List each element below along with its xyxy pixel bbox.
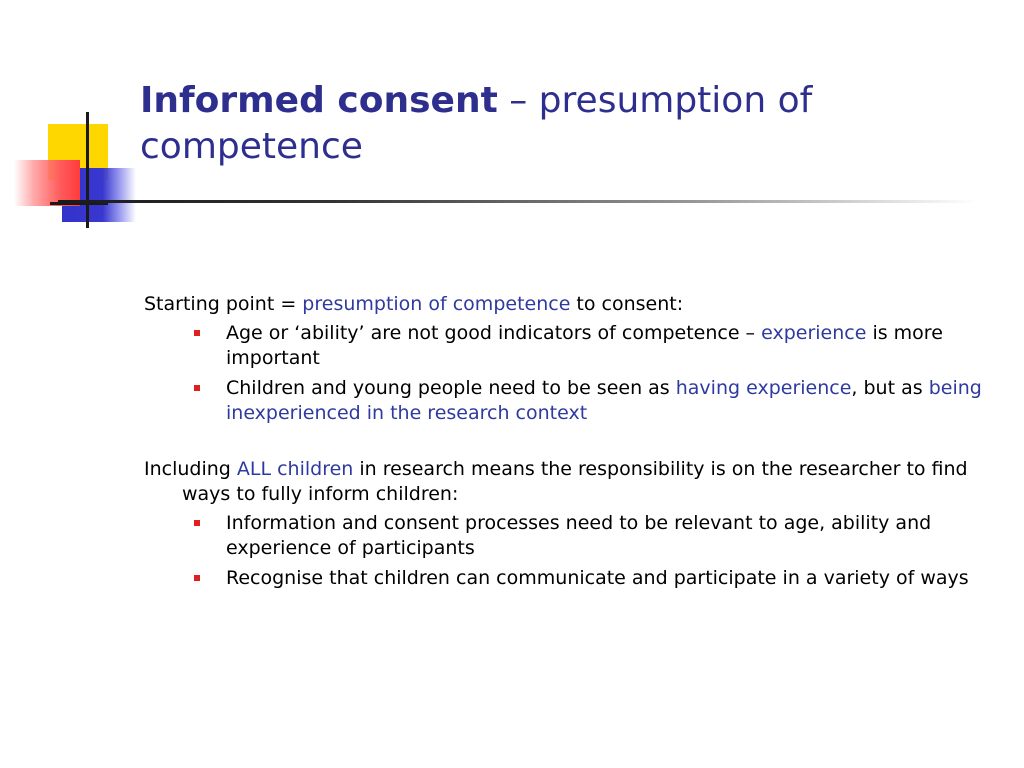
slide-body [144,292,994,596]
bullet-highlight: having experience [675,377,852,399]
title-divider [58,200,978,203]
bullet-text: Children and young people need to be seen as [226,377,676,399]
bullet-text: , but as [851,377,929,399]
section-intro [144,292,994,317]
square-bullet-icon [194,385,200,391]
intro-highlight: ALL children [236,458,354,480]
bullet-list [144,511,994,591]
bullet-item [226,511,994,561]
section-intro [144,457,994,507]
section-spacer [144,431,994,457]
logo-vertical-line [86,112,89,228]
bullet-text: Age or ‘ability’ are not good indicators of competence – [226,322,762,344]
bullet-list [144,321,994,426]
bullet-item [226,321,994,371]
intro-text: to consent: [570,293,684,315]
bullet-item [226,566,994,591]
slide-title-rest: – presumption of competence [140,80,813,167]
bullet-highlight: being inexperienced in the research context [226,377,982,424]
slide-title [140,78,1000,170]
bullet-text: Information and consent processes need to be relevant to age, ability and experience of participants [226,512,932,559]
square-bullet-icon [194,520,200,526]
square-bullet-icon [194,330,200,336]
square-bullet-icon [194,575,200,581]
bullet-text: Recognise that children can communicate and participate in a variety of ways [226,567,969,589]
intro-text: Starting point = [144,293,303,315]
slide-title-bold: Informed consent [140,80,498,121]
overlapping-squares-logo [0,0,150,240]
bullet-item [226,376,994,426]
bullet-highlight: experience [761,322,867,344]
intro-highlight: presumption of competence [302,293,571,315]
bullet-text: is more important [226,322,943,369]
intro-text: in research means the responsibility is on the researcher to find ways to fully inform children: [182,458,968,505]
intro-text: Including [144,458,237,480]
